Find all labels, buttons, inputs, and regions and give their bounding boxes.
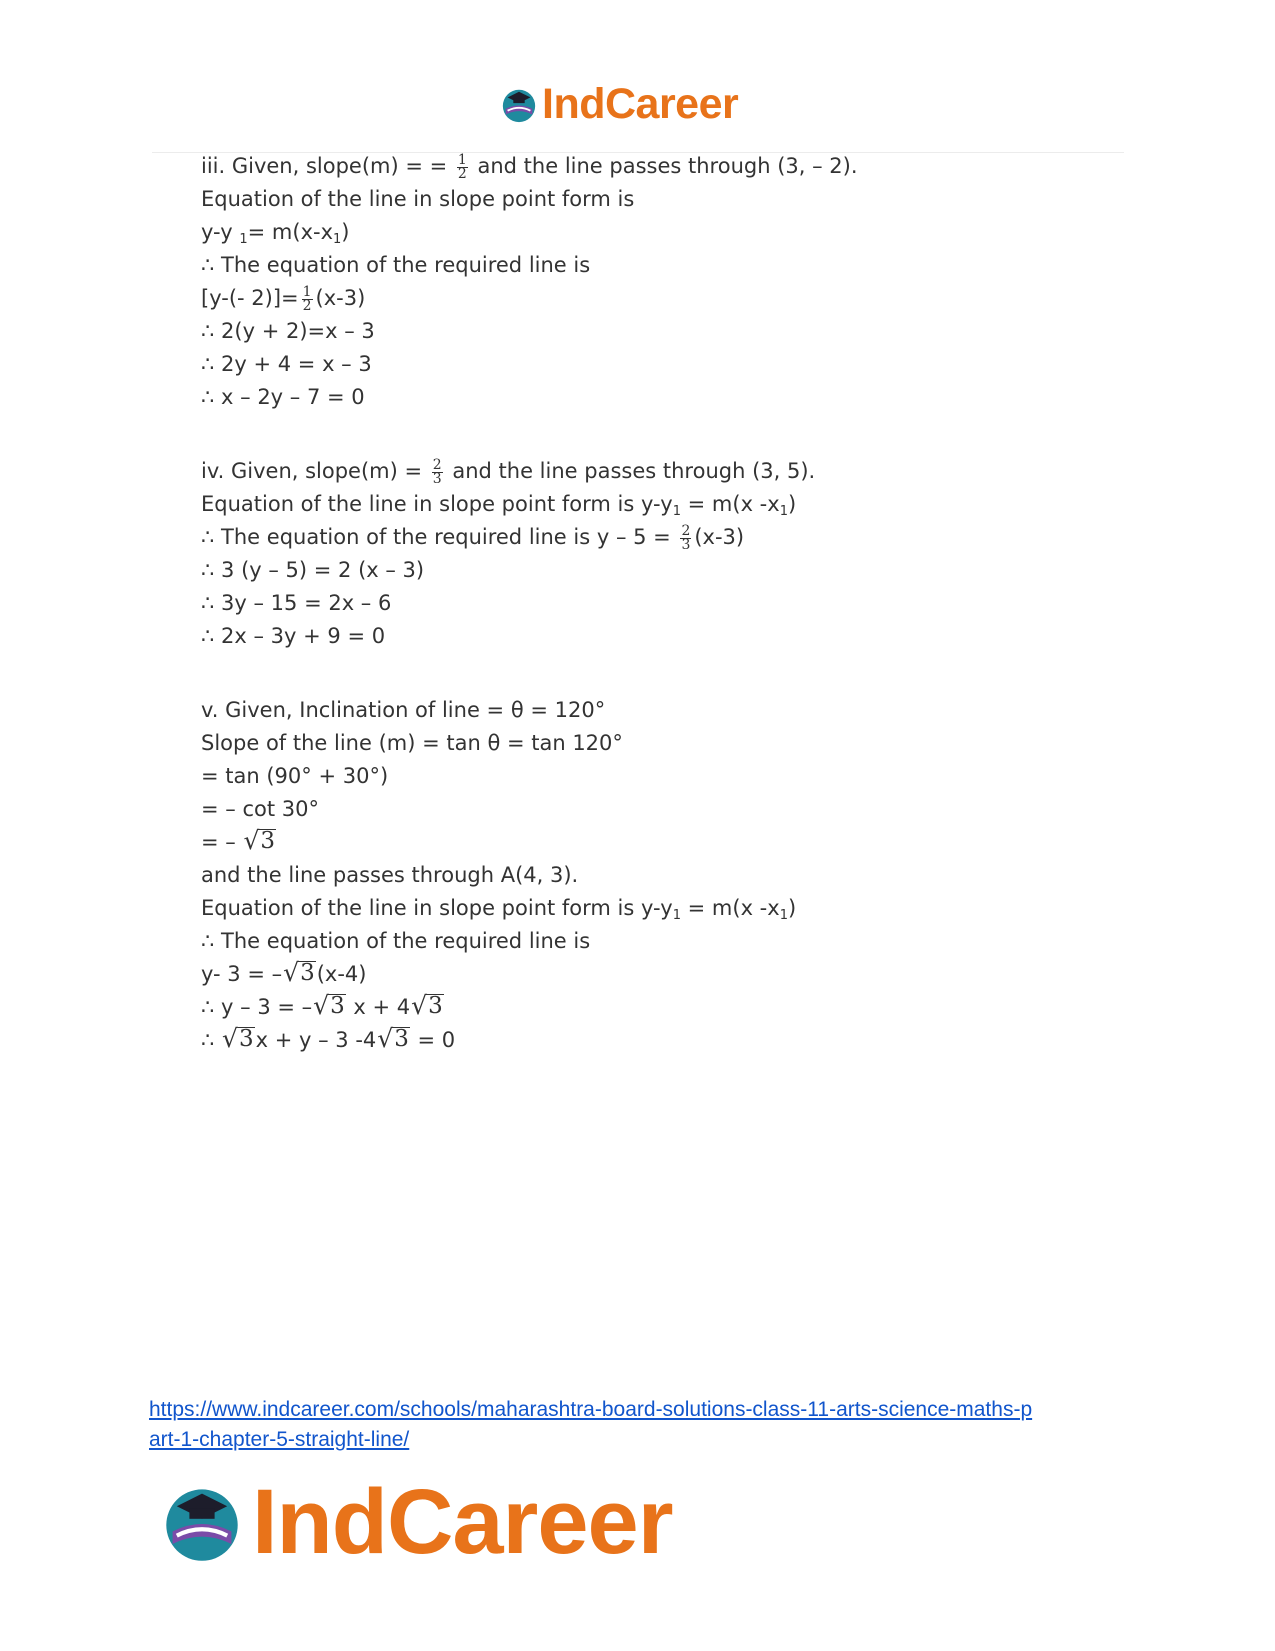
logo-wordmark: IndCareer bbox=[542, 80, 739, 128]
iii-equation-form-line: Equation of the line in slope point form is bbox=[201, 187, 635, 211]
v-answer-line bbox=[201, 1024, 1121, 1057]
source-link[interactable] bbox=[149, 1395, 1129, 1455]
radical-sign: √ bbox=[222, 1024, 238, 1053]
radicand: 3 bbox=[238, 1026, 254, 1052]
subscript: 1 bbox=[672, 504, 681, 519]
text: ) bbox=[341, 220, 350, 244]
text: ∴ The equation of the required line is y – 5 = bbox=[201, 525, 678, 549]
radical-sign: √ bbox=[283, 958, 300, 987]
subscript: 1 bbox=[333, 232, 342, 247]
denominator: 2 bbox=[302, 297, 312, 314]
indcareer-logo-header bbox=[500, 80, 738, 129]
v-slope-value-line bbox=[201, 826, 1121, 859]
text: (x-4) bbox=[316, 962, 367, 986]
v-step-line bbox=[201, 991, 1121, 1024]
iv-step-line: ∴ 3 (y – 5) = 2 (x – 3) bbox=[201, 558, 425, 582]
square-root bbox=[283, 958, 316, 987]
radicand: 3 bbox=[428, 993, 443, 1019]
text: = m(x -x bbox=[680, 896, 780, 920]
text: iii. Given, slope(m) = = bbox=[201, 154, 454, 178]
denominator: 3 bbox=[432, 470, 442, 487]
radical-sign: √ bbox=[411, 991, 428, 1020]
text: x + y – 3 -4 bbox=[255, 1028, 377, 1052]
iii-required-line-text: ∴ The equation of the required line is bbox=[201, 253, 591, 277]
graduation-book-icon bbox=[500, 86, 538, 124]
text: and the line passes through (3, – 2). bbox=[470, 154, 858, 178]
v-given-line: v. Given, Inclination of line = θ = 120° bbox=[201, 698, 606, 722]
v-required-line-text: ∴ The equation of the required line is bbox=[201, 929, 591, 953]
v-step-line: = – cot 30° bbox=[201, 797, 319, 821]
text: Equation of the line in slope point form is y-y bbox=[201, 492, 673, 516]
indcareer-logo-footer bbox=[160, 1470, 673, 1575]
text: and the line passes through (3, 5). bbox=[445, 459, 816, 483]
square-root bbox=[411, 991, 444, 1020]
v-substitution-line bbox=[201, 958, 1121, 991]
radicand: 3 bbox=[260, 828, 276, 854]
denominator: 3 bbox=[681, 536, 691, 553]
text: = 0 bbox=[410, 1028, 456, 1052]
square-root bbox=[243, 826, 276, 855]
iii-step-line: ∴ 2(y + 2)=x – 3 bbox=[201, 319, 375, 343]
text: (x-3) bbox=[315, 286, 366, 310]
graduation-book-icon bbox=[160, 1481, 244, 1565]
text: = m(x -x bbox=[680, 492, 780, 516]
radicand: 3 bbox=[394, 1026, 409, 1052]
v-slope-line: Slope of the line (m) = tan θ = tan 120° bbox=[201, 731, 623, 755]
source-link-line-1[interactable]: https://www.indcareer.com/schools/maharashtra-board-solutions-class-11-arts-science-maths-p bbox=[149, 1398, 1033, 1421]
iii-step-line: ∴ 2y + 4 = x – 3 bbox=[201, 352, 372, 376]
iv-step-line: ∴ 3y – 15 = 2x – 6 bbox=[201, 591, 392, 615]
subscript: 1 bbox=[779, 908, 788, 923]
subscript: 1 bbox=[672, 908, 681, 923]
radicand: 3 bbox=[300, 960, 315, 986]
radical-sign: √ bbox=[313, 991, 330, 1020]
square-root bbox=[377, 1024, 410, 1053]
radical-sign: √ bbox=[243, 826, 260, 855]
text: = m(x-x bbox=[247, 220, 334, 244]
iii-given-line bbox=[201, 150, 1121, 183]
iii-formula-line bbox=[201, 216, 1121, 249]
text: x + 4 bbox=[346, 995, 411, 1019]
numerator: 1 bbox=[457, 151, 467, 168]
radicand: 3 bbox=[330, 993, 345, 1019]
logo-wordmark: IndCareer bbox=[252, 1471, 673, 1573]
iii-answer-line: ∴ x – 2y – 7 = 0 bbox=[201, 385, 365, 409]
subscript: 1 bbox=[779, 504, 788, 519]
square-root bbox=[222, 1024, 255, 1053]
fraction bbox=[457, 151, 468, 182]
solution-content bbox=[201, 150, 1121, 1057]
v-point-line: and the line passes through A(4, 3). bbox=[201, 863, 579, 887]
text: ∴ bbox=[201, 1028, 222, 1052]
v-equation-form-line bbox=[201, 892, 1121, 925]
source-link-line-2[interactable]: art-1-chapter-5-straight-line/ bbox=[149, 1428, 410, 1451]
numerator: 2 bbox=[681, 522, 691, 539]
subscript: 1 bbox=[239, 232, 248, 247]
text: [y-(- 2)]= bbox=[201, 286, 299, 310]
v-step-line: = tan (90° + 30°) bbox=[201, 764, 389, 788]
text: Equation of the line in slope point form is y-y bbox=[201, 896, 673, 920]
iv-given-line bbox=[201, 455, 1121, 488]
square-root bbox=[313, 991, 346, 1020]
denominator: 2 bbox=[457, 165, 467, 182]
numerator: 2 bbox=[432, 456, 442, 473]
text: y- 3 = – bbox=[201, 962, 283, 986]
text: ) bbox=[787, 896, 797, 920]
text: (x-3) bbox=[694, 525, 745, 549]
radical-sign: √ bbox=[377, 1024, 394, 1053]
fraction bbox=[680, 522, 691, 553]
fraction bbox=[302, 283, 313, 314]
text: ∴ y – 3 = – bbox=[201, 995, 313, 1019]
numerator: 1 bbox=[302, 283, 312, 300]
iv-equation-form-line bbox=[201, 488, 1121, 521]
text: = – bbox=[201, 830, 243, 854]
text: iv. Given, slope(m) = bbox=[201, 459, 429, 483]
text: y-y bbox=[201, 220, 240, 244]
text: ) bbox=[787, 492, 797, 516]
iv-answer-line: ∴ 2x – 3y + 9 = 0 bbox=[201, 624, 386, 648]
iii-substitution-line bbox=[201, 282, 1121, 315]
iv-required-line-text bbox=[201, 521, 1121, 554]
fraction bbox=[432, 456, 443, 487]
